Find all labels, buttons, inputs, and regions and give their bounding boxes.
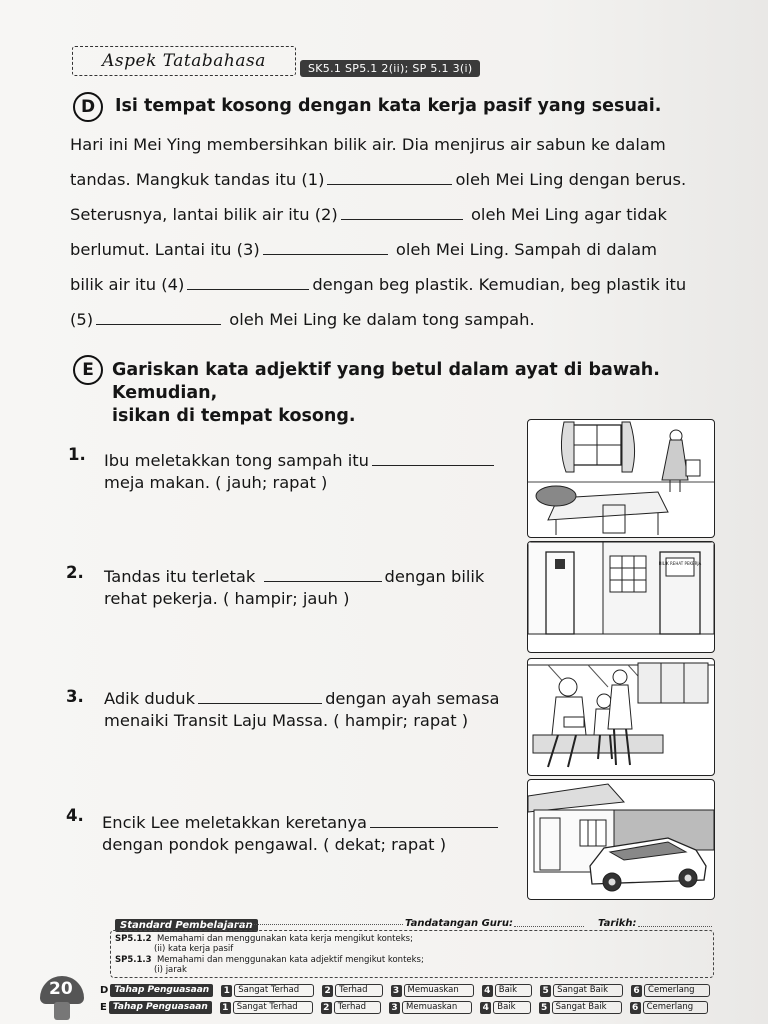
date-label: Tarikh: [598, 918, 637, 929]
section-e-title [112, 359, 722, 428]
car-guardhouse-illustration [528, 780, 714, 899]
question-4-text: Encik Lee meletakkan keretanya dengan pondok pengawal. ( dekat; rapat ) [102, 812, 522, 856]
level-3-checkbox[interactable]: 3 Memuaskan [389, 1001, 472, 1014]
blank-3[interactable] [263, 253, 388, 255]
picture-3-train [527, 658, 715, 776]
passage-line-3: Seterusnya, lantai bilik air itu (2) oleh Mei Ling agar tidak [70, 205, 667, 224]
level-1-checkbox[interactable]: 1 Sangat Terhad [221, 984, 314, 997]
level-6-checkbox[interactable]: 6 Cemerlang [631, 984, 710, 997]
blank-1[interactable] [327, 183, 452, 185]
dining-room-illustration [528, 420, 714, 537]
mastery-row-e: E Tahap Penguasaan 1 Sangat Terhad 2 Terhad 3 Memuaskan 4 Baik 5 Sangat Baik 6 Cemerlang [100, 1001, 708, 1014]
level-5-checkbox[interactable]: 5 Sangat Baik [540, 984, 623, 997]
train-illustration [528, 659, 714, 775]
signature-line[interactable] [514, 926, 584, 927]
level-1-checkbox[interactable]: 1 Sangat Terhad [220, 1001, 313, 1014]
blank-5[interactable] [96, 323, 221, 325]
question-3-blank[interactable] [198, 702, 322, 704]
section-e-letter: E [73, 355, 103, 385]
picture-2-toilet-rest-room [527, 541, 715, 653]
aspek-label: Aspek Tatabahasa [72, 46, 296, 76]
section-d-passage [70, 127, 720, 337]
rest-room-sign-text: BILIK REHAT PEKERJA [658, 561, 702, 566]
sp2-line: SP5.1.3 Memahami dan menggunakan kata adjektif mengikut konteks; [115, 955, 424, 965]
mushroom-stem-icon [54, 1002, 70, 1020]
standard-code-badge: SK5.1 SP5.1 2(ii); SP 5.1 3(i) [300, 60, 480, 77]
question-2-text: Tandas itu terletak dengan bilik rehat pekerja. ( hampir; jauh ) [104, 567, 485, 608]
blank-2[interactable] [341, 218, 463, 220]
sp1-sub: (ii) kata kerja pasif [154, 944, 234, 954]
level-4-checkbox[interactable]: 4 Baik [480, 1001, 530, 1014]
section-e-title-line-1: Gariskan kata adjektif yang betul dalam ayat di bawah. Kemudian, [112, 360, 660, 403]
question-4-number: 4. [66, 806, 84, 825]
mastery-row-d: D Tahap Penguasaan 1 Sangat Terhad 2 Terhad 3 Memuaskan 4 Baik 5 Sangat Baik 6 Cemerlang [100, 984, 710, 997]
level-2-checkbox[interactable]: 2 Terhad [321, 1001, 381, 1014]
blank-4[interactable] [187, 288, 309, 290]
standard-pembelajaran-badge: Standard Pembelajaran [115, 919, 258, 932]
passage-line-1: Hari ini Mei Ying membersihkan bilik air. Dia menjirus air sabun ke dalam [70, 135, 666, 154]
question-4-blank[interactable] [370, 826, 498, 828]
passage-line-5: bilik air itu (4) dengan beg plastik. Kemudian, beg plastik itu [70, 275, 687, 294]
date-line[interactable] [638, 926, 712, 927]
level-4-checkbox[interactable]: 4 Baik [482, 984, 532, 997]
passage-line-6: (5) oleh Mei Ling ke dalam tong sampah. [70, 310, 535, 329]
picture-1-dining-room [527, 419, 715, 538]
picture-4-car-guardhouse [527, 779, 715, 900]
signature-label: Tandatangan Guru: [405, 918, 513, 929]
passage-line-4: berlumut. Lantai itu (3) oleh Mei Ling. Sampah di dalam [70, 240, 657, 259]
question-2-number: 2. [66, 563, 84, 582]
level-3-checkbox[interactable]: 3 Memuaskan [391, 984, 474, 997]
question-1-number: 1. [68, 445, 86, 464]
passage-line-2: tandas. Mangkuk tandas itu (1) oleh Mei Ling dengan berus. [70, 170, 687, 189]
sp1-line: SP5.1.2 Memahami dan menggunakan kata kerja mengikut konteks; [115, 934, 413, 944]
section-e-title-line-2: isikan di tempat kosong. [112, 406, 356, 426]
section-d-title: Isi tempat kosong dengan kata kerja pasif yang sesuai. [115, 96, 662, 116]
sp2-sub: (i) jarak [154, 965, 187, 975]
level-5-checkbox[interactable]: 5 Sangat Baik [539, 1001, 622, 1014]
section-d-letter: D [73, 92, 103, 122]
level-2-checkbox[interactable]: 2 Terhad [322, 984, 382, 997]
question-3-text: Adik duduk dengan ayah semasa menaiki Transit Laju Massa. ( hampir; rapat ) [104, 689, 500, 730]
question-3-number: 3. [66, 687, 84, 706]
toilet-rest-room-illustration [528, 542, 714, 652]
page-number: 20 [49, 979, 73, 999]
question-1-blank[interactable] [372, 464, 494, 466]
question-2-blank[interactable] [264, 580, 382, 582]
question-1-text: Ibu meletakkan tong sampah itu meja makan. ( jauh; rapat ) [104, 450, 524, 494]
footer-dotted-line [233, 924, 403, 925]
level-6-checkbox[interactable]: 6 Cemerlang [630, 1001, 709, 1014]
